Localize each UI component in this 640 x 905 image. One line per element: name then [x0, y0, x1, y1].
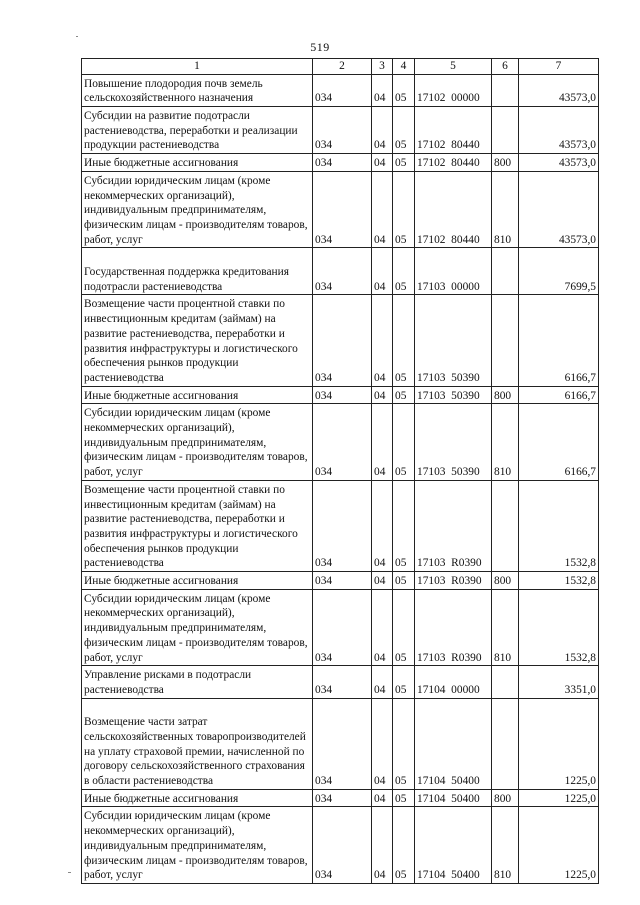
- row-subsection: 05: [393, 171, 415, 248]
- header-col-4: 4: [393, 59, 415, 75]
- row-ministry-code: 034: [313, 386, 372, 404]
- row-subsection: 05: [393, 807, 415, 884]
- row-subsection: 05: [393, 572, 415, 590]
- table-row: [82, 698, 599, 789]
- row-amount: 1532,8: [519, 480, 599, 571]
- row-name: Субсидии на развитие подотрасли растениеводства, переработки и реализации продукции растениеводства: [82, 107, 313, 154]
- header-col-6: 6: [492, 59, 519, 75]
- row-section: 04: [372, 154, 393, 172]
- row-target-article: 17103 R0390: [415, 589, 492, 666]
- row-target-article: 17103 00000: [415, 248, 492, 295]
- table-row: [82, 154, 599, 172]
- row-target-article: 17103 50390: [415, 404, 492, 481]
- row-name: Субсидии юридическим лицам (кроме некоммерческих организаций), индивидуальным предпринимателям, физическим лицам - производителям товаров, работ, услуг: [82, 589, 313, 666]
- row-subsection: 05: [393, 589, 415, 666]
- scan-speck: [68, 872, 71, 873]
- table-row: [82, 386, 599, 404]
- row-section: 04: [372, 666, 393, 698]
- table-row: [82, 74, 599, 106]
- page-number: 519: [310, 40, 330, 54]
- row-target-article: 17102 80440: [415, 171, 492, 248]
- header-col-7: 7: [519, 59, 599, 75]
- row-section: 04: [372, 807, 393, 884]
- table-row: [82, 666, 599, 698]
- row-subsection: 05: [393, 248, 415, 295]
- row-target-article: 17103 50390: [415, 386, 492, 404]
- scan-speck: [76, 36, 78, 37]
- row-target-article: 17104 50400: [415, 789, 492, 807]
- row-amount: 43573,0: [519, 154, 599, 172]
- row-section: 04: [372, 789, 393, 807]
- row-amount: 6166,7: [519, 386, 599, 404]
- row-name: Государственная поддержка кредитования подотрасли растениеводства: [82, 248, 313, 295]
- row-name: Субсидии юридическим лицам (кроме некоммерческих организаций), индивидуальным предпринимателям, физическим лицам - производителям товаров, работ, услуг: [82, 807, 313, 884]
- row-name: Возмещение части процентной ставки по инвестиционным кредитам (займам) на развитие растениеводства, переработки и развития инфраструктуры и логистического обеспечения рынков продукции растениеводства: [82, 480, 313, 571]
- row-name: Иные бюджетные ассигнования: [82, 789, 313, 807]
- row-ministry-code: 034: [313, 248, 372, 295]
- table-row: [82, 572, 599, 590]
- row-ministry-code: 034: [313, 154, 372, 172]
- row-expense-type: [492, 480, 519, 571]
- table-row: [82, 248, 599, 295]
- row-ministry-code: 034: [313, 107, 372, 154]
- row-amount: 43573,0: [519, 74, 599, 106]
- row-section: 04: [372, 248, 393, 295]
- budget-table: [81, 58, 599, 884]
- table-row: [82, 404, 599, 481]
- row-subsection: 05: [393, 295, 415, 386]
- row-subsection: 05: [393, 154, 415, 172]
- row-subsection: 05: [393, 666, 415, 698]
- row-ministry-code: 034: [313, 480, 372, 571]
- row-expense-type: 810: [492, 171, 519, 248]
- row-section: 04: [372, 589, 393, 666]
- row-amount: 43573,0: [519, 107, 599, 154]
- row-expense-type: [492, 248, 519, 295]
- table-row: [82, 295, 599, 386]
- row-subsection: 05: [393, 789, 415, 807]
- header-col-3: 3: [372, 59, 393, 75]
- row-amount: 1225,0: [519, 807, 599, 884]
- row-section: 04: [372, 386, 393, 404]
- row-section: 04: [372, 295, 393, 386]
- row-expense-type: [492, 74, 519, 106]
- row-expense-type: 800: [492, 572, 519, 590]
- row-name: Управление рисками в подотрасли растениеводства: [82, 666, 313, 698]
- row-target-article: 17104 50400: [415, 807, 492, 884]
- row-target-article: 17103 R0390: [415, 572, 492, 590]
- row-target-article: 17102 80440: [415, 107, 492, 154]
- row-expense-type: 800: [492, 154, 519, 172]
- row-section: 04: [372, 404, 393, 481]
- row-amount: 1225,0: [519, 698, 599, 789]
- row-target-article: 17102 80440: [415, 154, 492, 172]
- row-name: Возмещение части процентной ставки по инвестиционным кредитам (займам) на развитие растениеводства, переработки и развития инфраструктуры и логистического обеспечения рынков продукции растениеводства: [82, 295, 313, 386]
- table-row: [82, 589, 599, 666]
- row-ministry-code: 034: [313, 589, 372, 666]
- row-expense-type: 800: [492, 386, 519, 404]
- row-subsection: 05: [393, 74, 415, 106]
- row-section: 04: [372, 698, 393, 789]
- row-expense-type: [492, 666, 519, 698]
- row-subsection: 05: [393, 107, 415, 154]
- table-row: [82, 807, 599, 884]
- row-subsection: 05: [393, 386, 415, 404]
- row-ministry-code: 034: [313, 789, 372, 807]
- row-target-article: 17104 50400: [415, 698, 492, 789]
- row-amount: 1532,8: [519, 589, 599, 666]
- row-expense-type: [492, 295, 519, 386]
- row-ministry-code: 034: [313, 404, 372, 481]
- header-col-5: 5: [415, 59, 492, 75]
- row-section: 04: [372, 74, 393, 106]
- row-amount: 43573,0: [519, 171, 599, 248]
- row-amount: 3351,0: [519, 666, 599, 698]
- row-amount: 6166,7: [519, 295, 599, 386]
- row-expense-type: 810: [492, 589, 519, 666]
- row-ministry-code: 034: [313, 807, 372, 884]
- row-ministry-code: 034: [313, 698, 372, 789]
- table-row: [82, 480, 599, 571]
- row-subsection: 05: [393, 480, 415, 571]
- row-name: Иные бюджетные ассигнования: [82, 386, 313, 404]
- row-target-article: 17102 00000: [415, 74, 492, 106]
- row-ministry-code: 034: [313, 171, 372, 248]
- row-expense-type: [492, 107, 519, 154]
- row-section: 04: [372, 171, 393, 248]
- row-target-article: 17104 00000: [415, 666, 492, 698]
- row-subsection: 05: [393, 698, 415, 789]
- row-expense-type: [492, 698, 519, 789]
- row-section: 04: [372, 480, 393, 571]
- row-name: Повышение плодородия почв земель сельскохозяйственного назначения: [82, 74, 313, 106]
- row-ministry-code: 034: [313, 572, 372, 590]
- table-body: [82, 74, 599, 883]
- row-name: Возмещение части затрат сельскохозяйственных товаропроизводителей на уплату страховой премии, начисленной по договору сельскохозяйственного страхования в области растениеводства: [82, 698, 313, 789]
- header-col-1: 1: [82, 59, 313, 75]
- row-amount: 6166,7: [519, 404, 599, 481]
- table-row: [82, 171, 599, 248]
- row-subsection: 05: [393, 404, 415, 481]
- row-name: Субсидии юридическим лицам (кроме некоммерческих организаций), индивидуальным предпринимателям, физическим лицам - производителям товаров, работ, услуг: [82, 171, 313, 248]
- row-amount: 7699,5: [519, 248, 599, 295]
- row-section: 04: [372, 572, 393, 590]
- row-amount: 1225,0: [519, 789, 599, 807]
- row-ministry-code: 034: [313, 295, 372, 386]
- row-expense-type: 800: [492, 789, 519, 807]
- row-expense-type: 810: [492, 404, 519, 481]
- table-row: [82, 789, 599, 807]
- row-target-article: 17103 50390: [415, 295, 492, 386]
- table-row: [82, 107, 599, 154]
- row-section: 04: [372, 107, 393, 154]
- row-amount: 1532,8: [519, 572, 599, 590]
- header-col-2: 2: [313, 59, 372, 75]
- row-ministry-code: 034: [313, 74, 372, 106]
- row-name: Субсидии юридическим лицам (кроме некоммерческих организаций), индивидуальным предпринимателям, физическим лицам - производителям товаров, работ, услуг: [82, 404, 313, 481]
- row-name: Иные бюджетные ассигнования: [82, 154, 313, 172]
- row-target-article: 17103 R0390: [415, 480, 492, 571]
- header-row: [82, 59, 599, 75]
- row-expense-type: 810: [492, 807, 519, 884]
- row-ministry-code: 034: [313, 666, 372, 698]
- row-name: Иные бюджетные ассигнования: [82, 572, 313, 590]
